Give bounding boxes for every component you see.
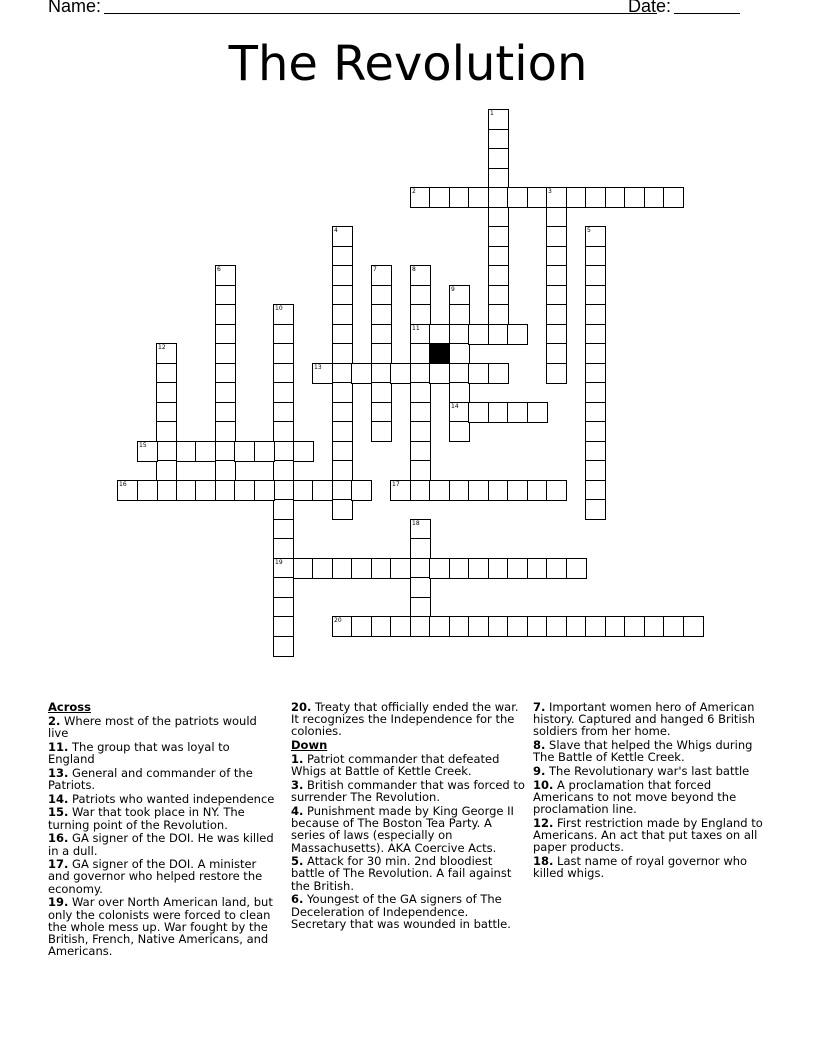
across-heading: Across [48,700,91,714]
grid-cell[interactable] [234,480,255,501]
grid-cell[interactable] [546,246,567,267]
grid-cell[interactable] [488,148,509,169]
grid-cell[interactable] [332,616,353,637]
grid-cell[interactable] [332,460,353,481]
clue-number: 3 [548,188,552,195]
grid-cell[interactable] [273,421,294,442]
grid-cell[interactable] [546,558,567,579]
grid-cell[interactable] [273,558,294,579]
clue-down-6: 6. Youngest of the GA signers of The Deceleration of Independence. Secretary that was wounded in battle. [291,892,511,931]
date-label: Date: [628,0,672,16]
grid-cell[interactable] [351,616,372,637]
grid-cell[interactable] [468,402,489,423]
grid-cell[interactable] [410,304,431,325]
grid-cell[interactable] [390,616,411,637]
grid-cell[interactable] [273,597,294,618]
grid-cell[interactable] [371,265,392,286]
grid-cell[interactable] [410,324,431,345]
grid-cell[interactable] [176,441,197,462]
grid-cell[interactable] [273,324,294,345]
clue-number: 9 [451,286,455,293]
grid-cell[interactable] [215,460,236,481]
grid-cell[interactable] [254,441,275,462]
grid-cell[interactable] [273,460,294,481]
grid-cell[interactable] [410,616,431,637]
grid-cell[interactable] [488,109,509,130]
clue-across-19: 19. War over North American land, but only the colonists were forced to clean the whole mess up. War fought by the British, French, Native Americans, and Americans. [48,895,273,959]
grid-cell[interactable] [273,636,294,657]
grid-cell[interactable] [410,265,431,286]
grid-cell[interactable] [410,480,431,501]
grid-cell[interactable] [507,187,528,208]
clue-number: 10 [275,305,283,312]
clue-down-18: 18. Last name of royal governor who killed whigs. [533,853,748,881]
grid-cell[interactable] [332,558,353,579]
grid-cell[interactable] [546,265,567,286]
grid-cell[interactable] [449,421,470,442]
grid-cell[interactable] [429,616,450,637]
grid-cell[interactable] [507,616,528,637]
grid-cell[interactable] [468,480,489,501]
clue-across-2: 2. Where most of the patriots would live [48,714,257,741]
grid-cell[interactable] [410,597,431,618]
grid-cell[interactable] [254,480,275,501]
clues-column-1 [48,701,280,959]
clue-number: 4 [334,227,338,234]
grid-cell[interactable] [273,343,294,364]
grid-cell[interactable] [156,421,177,442]
grid-cell[interactable] [585,499,606,520]
grid-cell[interactable] [156,382,177,403]
grid-cell[interactable] [488,616,509,637]
grid-cell[interactable] [117,480,138,501]
grid-cell[interactable] [390,363,411,384]
grid-cell[interactable] [273,402,294,423]
grid-cell[interactable] [429,187,450,208]
grid-cell[interactable] [371,558,392,579]
clue-across-14: 14. Patriots who wanted independence [48,791,275,806]
grid-cell[interactable] [449,304,470,325]
grid-cell[interactable] [449,480,470,501]
grid-cell[interactable] [195,480,216,501]
grid-cell[interactable] [371,304,392,325]
grid-cell[interactable] [351,558,372,579]
clue-down-4: 4. Punishment made by King George II because of The Boston Tea Party. A series of laws (especially on Massachusetts). AKA Coercive Acts. [291,803,514,855]
grid-cell[interactable] [585,324,606,345]
grid-cell[interactable] [488,265,509,286]
grid-cell[interactable] [449,382,470,403]
black-square [429,343,450,364]
grid-cell[interactable] [429,324,450,345]
grid-cell[interactable] [351,363,372,384]
grid-cell[interactable] [585,363,606,384]
grid-cell[interactable] [566,558,587,579]
clue-across-13: 13. General and commander of the Patriots. [48,765,253,793]
grid-cell[interactable] [527,402,548,423]
grid-cell[interactable] [527,616,548,637]
grid-cell[interactable] [488,363,509,384]
grid-cell[interactable] [468,187,489,208]
grid-cell[interactable] [293,441,314,462]
grid-cell[interactable] [273,519,294,540]
grid-cell[interactable] [488,187,509,208]
grid-cell[interactable] [585,285,606,306]
grid-cell[interactable] [215,382,236,403]
grid-cell[interactable] [273,538,294,559]
grid-cell[interactable] [215,421,236,442]
grid-cell[interactable] [585,382,606,403]
grid-cell[interactable] [371,343,392,364]
clues-column-3 [533,701,769,881]
grid-cell[interactable] [215,285,236,306]
clue-number: 16 [119,481,127,488]
grid-cell[interactable] [156,441,177,462]
grid-cell[interactable] [488,285,509,306]
grid-cell[interactable] [585,421,606,442]
grid-cell[interactable] [488,558,509,579]
grid-cell[interactable] [585,616,606,637]
grid-cell[interactable] [332,499,353,520]
grid-cell[interactable] [507,324,528,345]
grid-cell[interactable] [585,246,606,267]
clue-down-5: 5. Attack for 30 min. 2nd bloodiest battle of The Revolution. A fail against the British. [291,854,512,893]
grid-cell[interactable] [546,324,567,345]
grid-cell[interactable] [410,402,431,423]
grid-cell[interactable] [546,363,567,384]
grid-cell[interactable] [566,616,587,637]
grid-cell[interactable] [546,616,567,637]
page-title: The Revolution [228,36,588,92]
grid-cell[interactable] [332,246,353,267]
grid-cell[interactable] [176,480,197,501]
grid-cell[interactable] [468,363,489,384]
grid-cell[interactable] [156,402,177,423]
clue-down-9: 9. The Revolutionary war's last battle [533,764,750,779]
grid-cell[interactable] [332,265,353,286]
grid-cell[interactable] [273,304,294,325]
grid-cell[interactable] [137,441,158,462]
grid-cell[interactable] [273,499,294,520]
grid-cell[interactable] [488,304,509,325]
grid-cell[interactable] [449,324,470,345]
clue-down-12: 12. First restriction made by England to Americans. An act that put taxes on all paper products. [533,815,763,855]
clue-number: 7 [373,266,377,273]
grid-cell[interactable] [156,343,177,364]
grid-cell[interactable] [273,363,294,384]
grid-cell[interactable] [215,363,236,384]
grid-cell[interactable] [273,480,294,501]
grid-cell[interactable] [215,480,236,501]
grid-cell[interactable] [507,480,528,501]
grid-cell[interactable] [429,480,450,501]
down-heading: Down [291,738,328,753]
grid-cell[interactable] [449,402,470,423]
grid-cell[interactable] [351,480,372,501]
clue-number: 12 [158,344,166,351]
grid-cell[interactable] [585,265,606,286]
grid-cell[interactable] [683,616,704,637]
grid-cell[interactable] [332,363,353,384]
grid-cell[interactable] [546,304,567,325]
grid-cell[interactable] [468,616,489,637]
grid-cell[interactable] [488,129,509,150]
grid-cell[interactable] [546,187,567,208]
grid-cell[interactable] [507,402,528,423]
grid-cell[interactable] [332,421,353,442]
grid-cell[interactable] [585,480,606,501]
grid-cell[interactable] [624,187,645,208]
grid-cell[interactable] [293,558,314,579]
clue-across-17: 17. GA signer of the DOI. A minister and governor who helped restore the economy. [48,857,263,896]
grid-cell[interactable] [156,480,177,501]
grid-cell[interactable] [546,207,567,228]
clue-number: 19 [275,559,283,566]
grid-cell[interactable] [312,363,333,384]
grid-cell[interactable] [449,187,470,208]
clue-number: 17 [392,481,400,488]
grid-cell[interactable] [410,519,431,540]
grid-cell[interactable] [488,246,509,267]
clue-number: 6 [217,266,221,273]
grid-cell[interactable] [585,304,606,325]
grid-cell[interactable] [488,324,509,345]
grid-cell[interactable] [488,168,509,189]
grid-cell[interactable] [312,558,333,579]
grid-cell[interactable] [273,616,294,637]
grid-cell[interactable] [429,363,450,384]
grid-cell[interactable] [410,558,431,579]
grid-cell[interactable] [585,187,606,208]
grid-cell[interactable] [156,363,177,384]
grid-cell[interactable] [273,441,294,462]
grid-cell[interactable] [332,382,353,403]
grid-cell[interactable] [371,363,392,384]
grid-cell[interactable] [293,480,314,501]
grid-cell[interactable] [273,382,294,403]
grid-cell[interactable] [507,558,528,579]
grid-cell[interactable] [371,402,392,423]
grid-cell[interactable] [449,285,470,306]
grid-cell[interactable] [215,441,236,462]
grid-cell[interactable] [546,343,567,364]
grid-cell[interactable] [546,285,567,306]
grid-cell[interactable] [390,480,411,501]
grid-cell[interactable] [332,324,353,345]
grid-cell[interactable] [215,324,236,345]
grid-cell[interactable] [215,402,236,423]
grid-cell[interactable] [468,558,489,579]
clue-number: 1 [490,110,494,117]
clue-number: 14 [451,403,459,410]
grid-cell[interactable] [585,343,606,364]
grid-cell[interactable] [410,577,431,598]
grid-cell[interactable] [410,285,431,306]
clue-number: 5 [587,227,591,234]
grid-cell[interactable] [449,558,470,579]
name-label: Name: [48,0,102,16]
grid-cell[interactable] [429,558,450,579]
grid-cell[interactable] [449,343,470,364]
clue-down-8: 8. Slave that helped the Whigs during The Battle of Kettle Creek. [533,738,753,765]
grid-cell[interactable] [332,402,353,423]
grid-cell[interactable] [410,363,431,384]
clue-down-10: 10. A proclamation that forced Americans to not move beyond the proclamation line. [533,777,737,817]
clue-across-15: 15. War that took place in NY. The turning point of the Revolution. [48,805,245,832]
grid-cell[interactable] [644,187,665,208]
grid-cell[interactable] [585,441,606,462]
clues-column-2 [291,701,527,931]
grid-cell[interactable] [449,616,470,637]
grid-cell[interactable] [449,363,470,384]
grid-cell[interactable] [644,616,665,637]
grid-cell[interactable] [663,616,684,637]
grid-cell[interactable] [546,226,567,247]
grid-cell[interactable] [156,460,177,481]
grid-cell[interactable] [215,265,236,286]
grid-cell[interactable] [332,304,353,325]
clue-number: 20 [334,617,342,624]
clue-down-1: 1. Patriot commander that defeated Whigs at Battle of Kettle Creek. [291,752,500,779]
grid-cell[interactable] [546,480,567,501]
grid-cell[interactable] [137,480,158,501]
grid-cell[interactable] [663,187,684,208]
grid-cell[interactable] [585,460,606,481]
clue-number: 13 [314,364,322,371]
clue-number: 8 [412,266,416,273]
grid-cell[interactable] [273,577,294,598]
grid-cell[interactable] [371,382,392,403]
grid-cell[interactable] [332,441,353,462]
clue-number: 11 [412,325,420,332]
grid-cell[interactable] [215,343,236,364]
grid-cell[interactable] [410,460,431,481]
grid-cell[interactable] [488,480,509,501]
grid-cell[interactable] [410,187,431,208]
clue-down-7: 7. Important women hero of American history. Captured and hanged 6 British soldiers from her home. [533,700,755,739]
grid-cell[interactable] [215,304,236,325]
grid-cell[interactable] [332,343,353,364]
grid-cell[interactable] [312,480,333,501]
grid-cell[interactable] [488,207,509,228]
grid-cell[interactable] [371,324,392,345]
grid-cell[interactable] [605,187,626,208]
grid-cell[interactable] [332,285,353,306]
clue-number: 2 [412,188,416,195]
grid-cell[interactable] [195,441,216,462]
clue-across-16: 16. GA signer of the DOI. He was killed in a dull. [48,831,274,858]
clue-number: 15 [139,442,147,449]
grid-cell[interactable] [390,558,411,579]
grid-cell[interactable] [234,441,255,462]
grid-cell[interactable] [488,402,509,423]
clue-number: 18 [412,520,420,527]
grid-cell[interactable] [371,285,392,306]
grid-cell[interactable] [585,402,606,423]
grid-cell[interactable] [488,226,509,247]
grid-cell[interactable] [410,441,431,462]
grid-cell[interactable] [527,480,548,501]
grid-cell[interactable] [527,558,548,579]
grid-cell[interactable] [585,226,606,247]
grid-cell[interactable] [605,616,626,637]
grid-cell[interactable] [332,480,353,501]
grid-cell[interactable] [624,616,645,637]
grid-cell[interactable] [410,538,431,559]
grid-cell[interactable] [410,343,431,364]
grid-cell[interactable] [332,226,353,247]
grid-cell[interactable] [371,421,392,442]
grid-cell[interactable] [566,187,587,208]
grid-cell[interactable] [468,324,489,345]
grid-cell[interactable] [527,187,548,208]
grid-cell[interactable] [410,421,431,442]
clue-across-11: 11. The group that was loyal to England [48,739,230,767]
clue-down-3: 3. British commander that was forced to surrender The Revolution. [291,778,525,805]
grid-cell[interactable] [371,616,392,637]
grid-cell[interactable] [410,382,431,403]
clue-across-20: 20. Treaty that officially ended the war. It recognizes the Independence for the colonies. [291,700,519,739]
